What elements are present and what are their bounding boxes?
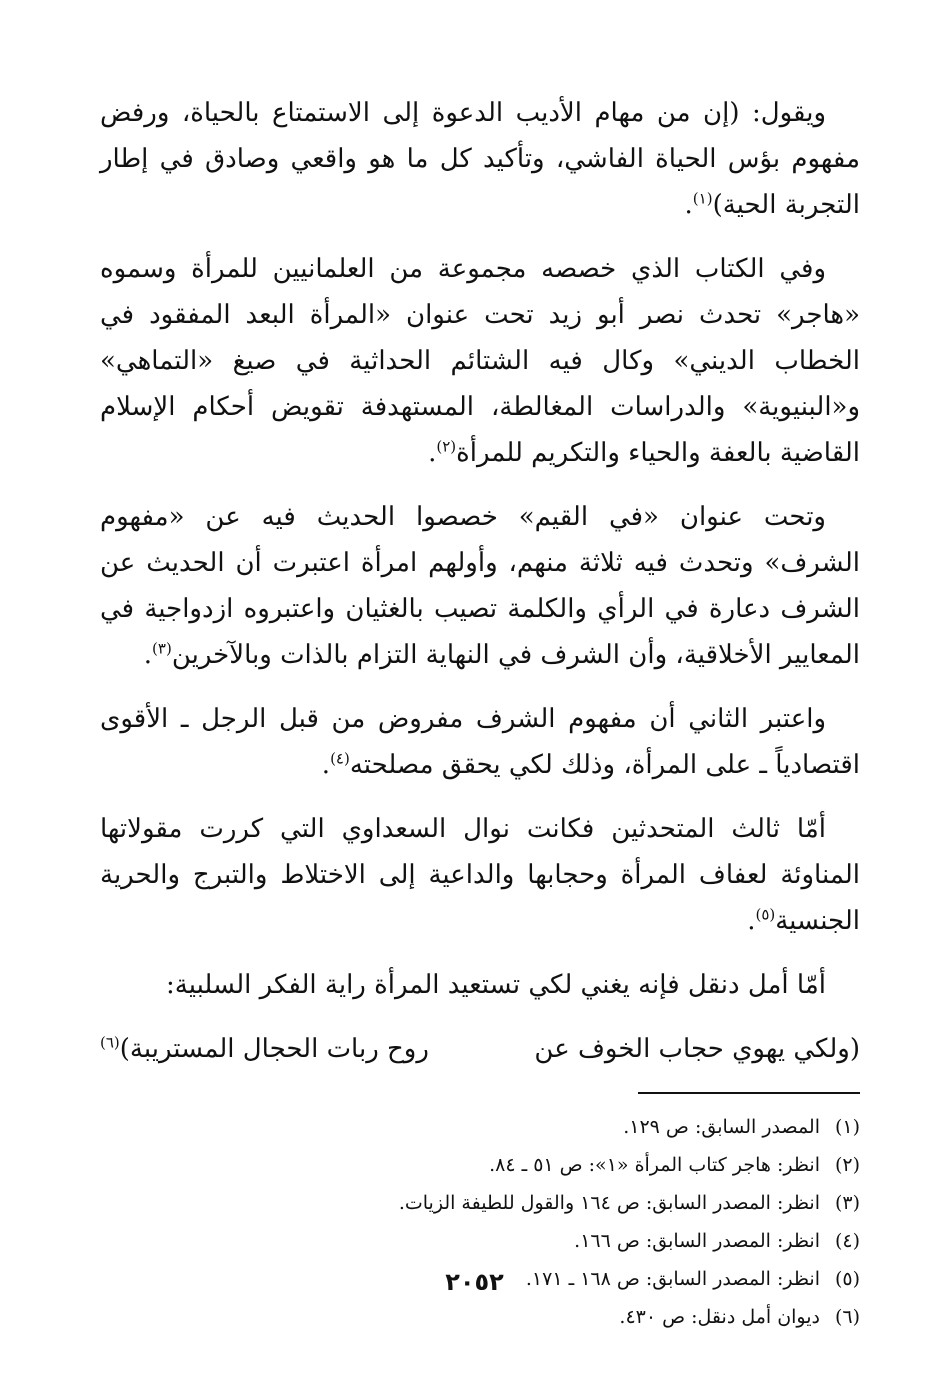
paragraph-text: ويقول: (إن من مهام الأديب الدعوة إلى الاستمتاع بالحياة، ورفض مفهوم بؤس الحياة الفاشي، وتأكيد كل ما هو واقعي وصادق في إطار التجربة الحية) xyxy=(100,98,860,220)
paragraph-text: وتحت عنوان «في القيم» خصصوا الحديث فيه عن «مفهوم الشرف» وتحدث فيه ثلاثة منهم، وأولهم امرأة اعتبرت أن الحديث عن الشرف دعارة في الرأي والكلمة تصيب بالغثيان واعتبروه ازدواجية في المعايير الأخلاقية، وأن الشرف في النهاية التزام بالذات وبالآخرين xyxy=(100,502,860,670)
poem-second-text: روح ربات الحجال المستريبة) xyxy=(119,1034,429,1064)
footnote-number: (٦) xyxy=(834,1306,860,1328)
footnote-ref[interactable]: (٦) xyxy=(100,1033,120,1052)
paragraph-1 xyxy=(100,90,860,228)
footnote-number: (٢) xyxy=(834,1154,860,1176)
footnote-ref[interactable]: (٢) xyxy=(436,437,457,456)
poem-second-hemistich xyxy=(100,1026,429,1072)
paragraph-end: . xyxy=(747,906,756,936)
footnote-ref[interactable]: (٣) xyxy=(152,639,172,658)
paragraph-6 xyxy=(100,962,860,1008)
footnote-text: المصدر السابق: ص ١٢٩. xyxy=(623,1116,820,1138)
footnote-text: انظر: هاجر كتاب المرأة «١»: ص ٥١ ـ ٨٤. xyxy=(489,1154,820,1176)
footnote-text: ديوان أمل دنقل: ص ٤٣٠. xyxy=(619,1306,820,1328)
footnote-6 xyxy=(100,1298,860,1336)
paragraph-text: واعتبر الثاني أن مفهوم الشرف مفروض من قبل الرجل ـ الأقوى اقتصادياً ـ على المرأة، وذلك لكي يحقق مصلحته xyxy=(100,704,860,780)
footnote-3 xyxy=(100,1184,860,1222)
paragraph-2 xyxy=(100,246,860,476)
paragraph-text: وفي الكتاب الذي خصصه مجموعة من العلمانيين للمرأة وسموه «هاجر» تحدث نصر أبو زيد تحت عنوان «المرأة البعد المفقود في الخطاب الديني» وكال فيه الشتائم الحداثية في صيغ «التماهي» و«البنيوية» والدراسات المغالطة، المستهدفة تقويض أحكام الإسلام القاضية بالعفة والحياء والتكريم للمرأة xyxy=(100,254,860,468)
footnote-text: انظر: المصدر السابق: ص ١٦٨ ـ ١٧١. xyxy=(525,1268,820,1290)
footnote-1 xyxy=(100,1108,860,1146)
paragraph-3 xyxy=(100,494,860,678)
paragraph-text: أمّا ثالث المتحدثين فكانت نوال السعداوي التي كررت مقولاتها المناوئة لعفاف المرأة وحجابها والداعية إلى الاختلاط والتبرج والحرية الجنسية xyxy=(100,814,860,936)
paragraph-end: . xyxy=(143,640,153,670)
footnote-ref[interactable]: (٤) xyxy=(330,749,350,768)
footnotes-list xyxy=(100,1108,860,1336)
page-body xyxy=(100,90,860,1336)
paragraph-end: . xyxy=(684,190,693,220)
paragraph-end: . xyxy=(321,750,331,780)
footnote-divider xyxy=(638,1092,860,1094)
footnote-ref[interactable]: (٥) xyxy=(755,905,776,924)
paragraph-5 xyxy=(100,806,860,944)
poem-verse xyxy=(100,1026,860,1072)
footnote-number: (١) xyxy=(834,1116,860,1138)
footnote-number: (٥) xyxy=(834,1268,860,1290)
footnote-text: انظر: المصدر السابق: ص ١٦٦. xyxy=(574,1230,820,1252)
poem-first-hemistich: (ولكي يهوي حجاب الخوف عن xyxy=(534,1034,860,1064)
paragraph-text: أمّا أمل دنقل فإنه يغني لكي تستعيد المرأة راية الفكر السلبية: xyxy=(166,970,826,1000)
paragraph-end: . xyxy=(428,438,437,468)
paragraph-4 xyxy=(100,696,860,788)
page-number: ٢٠٥٢ xyxy=(445,1268,504,1296)
footnote-number: (٤) xyxy=(834,1230,860,1252)
footnote-ref[interactable]: (١) xyxy=(692,189,713,208)
footnote-text: انظر: المصدر السابق: ص ١٦٤ والقول للطيفة الزيات. xyxy=(398,1192,820,1214)
footnote-2 xyxy=(100,1146,860,1184)
footnote-4 xyxy=(100,1222,860,1260)
footnote-number: (٣) xyxy=(834,1192,860,1214)
